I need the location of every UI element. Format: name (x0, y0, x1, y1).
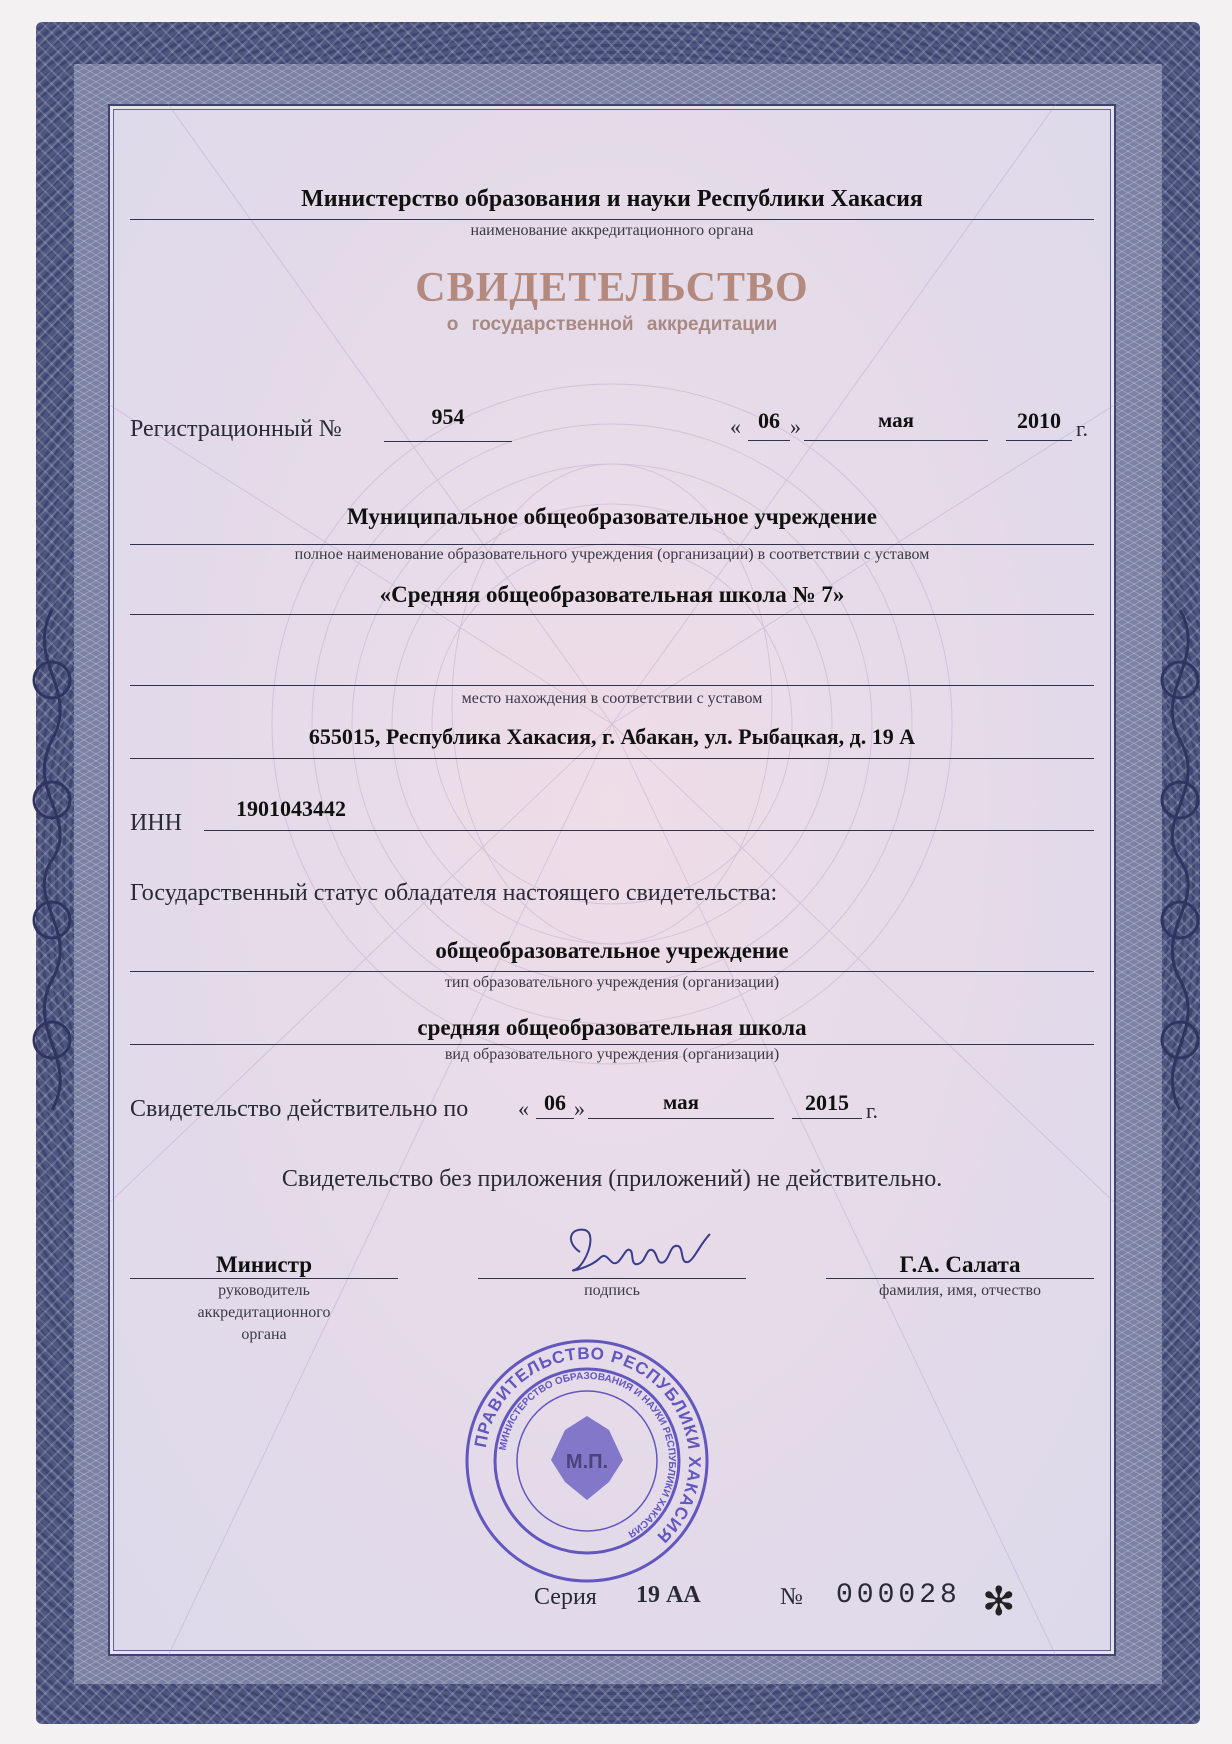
signer-name: Г.А. Салата (899, 1252, 1021, 1277)
signer-name-caption: фамилия, имя, отчество (879, 1282, 1041, 1299)
status-label: Государственный статус обладателя настоящего свидетельства: (130, 880, 778, 906)
registration-label: Регистрационный № (130, 416, 342, 442)
certificate-number: 000028 (836, 1580, 961, 1611)
inn-label: ИНН (130, 810, 182, 836)
right-ornament-icon (1148, 600, 1212, 1120)
svg-text:ПРАВИТЕЛЬСТВО РЕСПУБЛИКИ ХАКАС: ПРАВИТЕЛЬСТВО РЕСПУБЛИКИ ХАКАСИЯ (470, 1343, 705, 1548)
validity-quote-close: » (574, 1096, 585, 1121)
validity-day: 06 (544, 1090, 566, 1115)
status-type-underline (130, 971, 1094, 972)
ministry-underline (130, 219, 1094, 220)
signature-caption: подпись (584, 1282, 640, 1299)
address-underline (130, 758, 1094, 759)
reg-quote-close: » (790, 414, 801, 439)
series-value: 19 АА (636, 1582, 701, 1608)
number-label: № (780, 1584, 803, 1610)
registration-number: 954 (431, 404, 465, 429)
svg-text:МИНИСТЕРСТВО ОБРАЗОВАНИЯ И НАУ: МИНИСТЕРСТВО ОБРАЗОВАНИЯ И НАУКИ РЕСПУБЛИКИ ХАКАСИЯ (497, 1370, 678, 1540)
position-value: Министр (215, 1252, 313, 1277)
validity-month: мая (662, 1090, 700, 1114)
ministry-caption: наименование аккредитационного органа (470, 222, 754, 239)
institution-address: 655015, Республика Хакасия, г. Абакан, ул. Рыбацкая, д. 19 А (308, 724, 916, 749)
inn-underline (204, 830, 1094, 831)
reg-quote-open: « (730, 414, 741, 439)
position-caption-3: органа (241, 1326, 287, 1343)
status-kind-value: средняя общеобразовательная школа (417, 1015, 807, 1040)
institution-name-underline (130, 614, 1094, 615)
certificate-subtitle: о государственной аккредитации (446, 314, 778, 335)
inn-value: 1901043442 (236, 796, 346, 821)
signature-underline (478, 1278, 746, 1279)
series-label: Серия (534, 1584, 597, 1610)
institution-caption: полное наименование образовательного учреждения (организации) в соответствии с уставом (294, 546, 930, 563)
registration-year-suffix: г. (1076, 416, 1089, 441)
validity-year: 2015 (805, 1090, 849, 1115)
registration-day: 06 (758, 408, 780, 433)
left-ornament-icon (20, 600, 84, 1120)
validity-day-line (536, 1118, 574, 1119)
official-seal-icon (462, 1336, 712, 1586)
institution-name: «Средняя общеобразовательная школа № 7» (379, 582, 845, 607)
position-caption-2: аккредитационного (197, 1304, 331, 1321)
institution-extra-underline (130, 685, 1094, 686)
status-kind-underline (130, 1044, 1094, 1045)
validity-quote-open: « (518, 1096, 529, 1121)
svg-text:М.П.: М.П. (565, 1451, 609, 1473)
signer-name-underline (826, 1278, 1094, 1279)
validity-month-line (588, 1118, 774, 1119)
registration-year: 2010 (1017, 408, 1061, 433)
institution-type-underline (130, 544, 1094, 545)
certificate-title: СВИДЕТЕЛЬСТВО (415, 265, 809, 311)
status-type-caption: тип образовательного учреждения (организации) (444, 974, 780, 991)
status-kind-caption: вид образовательного учреждения (организации) (444, 1046, 780, 1063)
validity-year-line (792, 1118, 862, 1119)
star-mark-icon: ✻ (982, 1579, 1016, 1624)
validity-label: Свидетельство действительно по (130, 1096, 469, 1122)
registration-number-line (384, 441, 512, 442)
registration-day-line (748, 440, 790, 441)
position-underline (130, 1278, 398, 1279)
notice-text: Свидетельство без приложения (приложений) не действительно. (281, 1166, 943, 1192)
address-caption: место нахождения в соответствии с уставом (461, 690, 763, 707)
handwritten-signature (560, 1222, 720, 1282)
validity-year-suffix: г. (866, 1098, 879, 1123)
status-type-value: общеобразовательное учреждение (435, 938, 789, 963)
registration-month: мая (877, 408, 915, 432)
position-caption-1: руководитель (218, 1282, 310, 1299)
registration-year-line (1006, 440, 1072, 441)
registration-month-line (804, 440, 988, 441)
institution-type-line: Муниципальное общеобразовательное учреждение (347, 504, 877, 529)
ministry-name: Министерство образования и науки Республики Хакасия (301, 186, 923, 212)
